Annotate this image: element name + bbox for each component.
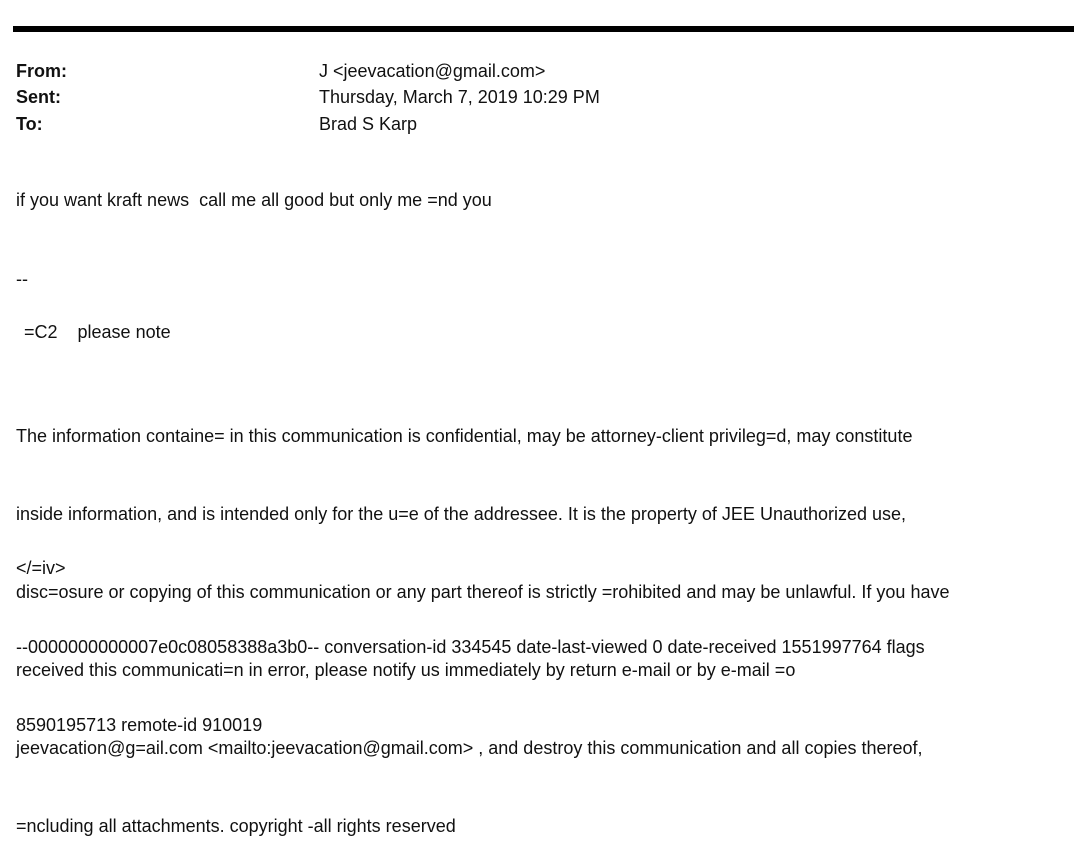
- sent-label: Sent:: [16, 87, 61, 108]
- please-note-line: =C2 please note: [24, 322, 171, 342]
- from-row: [16, 58, 1056, 85]
- disclaimer-line: The information containe= in this communication is confidential, may be attorney-client privileg=d, may constitute: [16, 426, 913, 446]
- sent-value: Thursday, March 7, 2019 10:29 PM: [319, 87, 600, 108]
- disclaimer-line: disc=osure or copying of this communication or any part thereof is strictly =rohibited and may be unlawful. If you have: [16, 582, 950, 602]
- to-value: Brad S Karp: [319, 113, 418, 134]
- message-body: if you want kraft news call me all good but only me =nd you: [16, 190, 492, 210]
- sent-row: [16, 85, 1056, 112]
- to-row: [16, 111, 1056, 138]
- message-metadata: [16, 582, 1071, 764]
- from-label: From:: [16, 60, 67, 81]
- email-header: [16, 58, 1056, 138]
- from-value: J <jeevacation@gmail.com>: [319, 60, 546, 81]
- header-top-rule: [13, 26, 1074, 32]
- to-label: To:: [16, 113, 43, 134]
- metadata-line: --0000000000007e0c08058388a3b0-- conversation-id 334545 date-last-viewed 0 date-received 1551997764 flags: [16, 637, 925, 657]
- disclaimer-line: =ncluding all attachments. copyright -all rights reserved: [16, 816, 456, 836]
- disclaimer-line: received this communicati=n in error, please notify us immediately by return e-mail or by e-mail =o: [16, 660, 796, 680]
- closing-div-tag: </=iv>: [16, 558, 66, 578]
- disclaimer-line: jeevacation@g=ail.com <mailto:jeevacation@gmail.com> , and destroy this communication and all copies thereof,: [16, 738, 923, 758]
- disclaimer-line: inside information, and is intended only for the u=e of the addressee. It is the property of JEE Unauthorized use,: [16, 504, 907, 524]
- metadata-line: 8590195713 remote-id 910019: [16, 715, 263, 735]
- signature-separator: --: [16, 269, 28, 289]
